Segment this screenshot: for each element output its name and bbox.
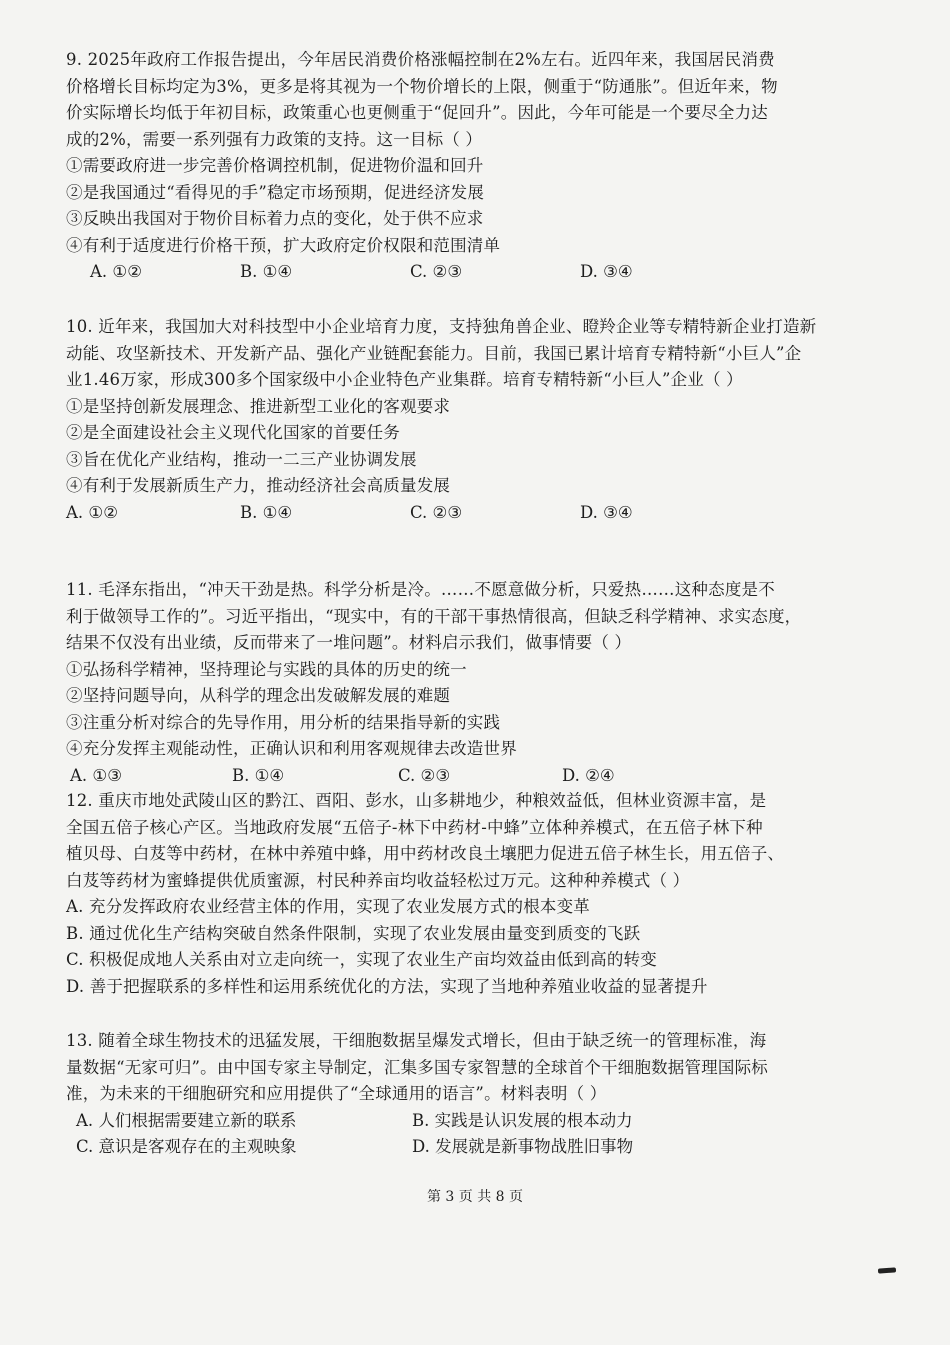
- option-b: B. ①④: [232, 765, 285, 785]
- option-d: D. 发展就是新事物战胜旧事物: [412, 1137, 634, 1156]
- question-text-line: 9. 2025年政府工作报告提出，今年居民消费价格涨幅控制在2%左右。近四年来，我国居民消费: [66, 50, 775, 69]
- statement-item: ④有利于发展新质生产力，推动经济社会高质量发展: [66, 476, 451, 495]
- answer-options: [66, 259, 818, 286]
- option-a: A. 人们根据需要建立新的联系: [76, 1110, 297, 1130]
- question-text-line: 13. 随着全球生物技术的迅猛发展，干细胞数据呈爆发式增长，但由于缺乏统一的管理标准，海: [66, 1031, 767, 1050]
- option-c: C. ②③: [398, 765, 451, 785]
- option-a: A. ①②: [66, 502, 118, 522]
- answer-options: [66, 500, 818, 527]
- answer-options-row-2: [66, 1134, 818, 1161]
- option-a: A. ①②: [90, 262, 142, 281]
- question-text-line: 成的2%，需要一系列强有力政策的支持。这一目标（ ）: [66, 129, 483, 149]
- answer-options-row-1: [66, 1108, 818, 1135]
- question-text-line: 全国五倍子核心产区。当地政府发展“五倍子-林下中药材-中蜂”立体种养模式，在五倍子林下种: [66, 817, 763, 837]
- option-d: D. ③④: [580, 502, 633, 522]
- statement-item: ④有利于适度进行价格干预，扩大政府定价权限和范围清单: [66, 235, 501, 255]
- statement-item: ③反映出我国对于物价目标着力点的变化，处于供不应求: [66, 209, 484, 228]
- statement-item: ①需要政府进一步完善价格调控机制，促进物价温和回升: [66, 156, 484, 175]
- question-text-line: 11. 毛泽东指出，“冲天干劲是热。科学分析是冷。……不愿意做分析，只爱热……这种态度是不: [66, 580, 775, 599]
- question-text-line: 动能、攻坚新技术、开发新产品、强化产业链配套能力。目前，我国已累计培育专精特新“小巨人”企: [66, 343, 802, 363]
- option-b: B. ①④: [240, 262, 293, 281]
- ink-mark: [878, 1267, 896, 1273]
- page-number: 第 3 页 共 8 页: [426, 1189, 524, 1205]
- option-c: C. 积极促成地人关系由对立走向统一，实现了农业生产亩均效益由低到高的转变: [66, 950, 657, 969]
- question-11: [66, 577, 818, 789]
- option-b: B. 通过优化生产结构突破自然条件限制，实现了农业发展由量变到质变的飞跃: [66, 923, 641, 943]
- question-text-line: 结果不仅没有出业绩，反而带来了一堆问题”。材料启示我们，做事情要（ ）: [66, 633, 632, 652]
- option-d: D. ②④: [562, 765, 615, 785]
- option-b: B. ①④: [240, 502, 293, 522]
- statement-item: ②是我国通过“看得见的手”稳定市场预期，促进经济发展: [66, 182, 485, 202]
- question-text-line: 业1.46万家，形成300多个国家级中小企业特色产业集群。培育专精特新“小巨人”企业（ ）: [66, 370, 743, 389]
- option-a: A. ①③: [70, 765, 122, 785]
- option-c: C. ②③: [410, 262, 463, 281]
- option-c: C. 意识是客观存在的主观映象: [76, 1137, 297, 1156]
- question-10: [66, 314, 818, 526]
- statement-item: ①弘扬科学精神，坚持理论与实践的具体的历史的统一: [66, 659, 467, 679]
- statement-item: ①是坚持创新发展理念、推进新型工业化的客观要求: [66, 396, 451, 416]
- statement-item: ④充分发挥主观能动性，正确认识和利用客观规律去改造世界: [66, 739, 517, 758]
- question-text-line: 价格增长目标均定为3%，更多是将其视为一个物价增长的上限，侧重于“防通胀”。但近年来，物: [66, 76, 778, 96]
- statement-item: ③旨在优化产业结构，推动一二三产业协调发展: [66, 449, 417, 469]
- option-c: C. ②③: [410, 502, 463, 522]
- statement-item: ②坚持问题导向，从科学的理念出发破解发展的难题: [66, 686, 451, 705]
- question-12: [66, 788, 818, 1000]
- question-9: [66, 47, 818, 286]
- question-text-line: 量数据“无家可归”。由中国专家主导制定，汇集多国专家智慧的全球首个干细胞数据管理国际标: [66, 1057, 768, 1077]
- option-b: B. 实践是认识发展的根本动力: [412, 1110, 633, 1130]
- question-text-line: 白芨等药材为蜜蜂提供优质蜜源，村民种养亩均收益轻松过万元。这种种养模式（ ）: [66, 870, 690, 890]
- question-text-line: 价实际增长均低于年初目标，政策重心也更侧重于“促回升”。因此，今年可能是一个要尽全力达: [66, 103, 768, 122]
- question-text-line: 10. 近年来，我国加大对科技型中小企业培育力度，支持独角兽企业、瞪羚企业等专精特新企业打造新: [66, 317, 817, 336]
- option-d: D. 善于把握联系的多样性和运用系统优化的方法，实现了当地种养殖业收益的显著提升: [66, 976, 708, 996]
- statement-item: ②是全面建设社会主义现代化国家的首要任务: [66, 423, 400, 442]
- question-text-line: 12. 重庆市地处武陵山区的黔江、酉阳、彭水，山多耕地少，种粮效益低，但林业资源丰富，是: [66, 791, 767, 810]
- question-13: [66, 1028, 818, 1161]
- question-text-line: 利于做领导工作的”。习近平指出，“现实中，有的干部干事热情很高，但缺乏科学精神、求实态度，: [66, 606, 802, 626]
- answer-options: [66, 763, 818, 790]
- option-d: D. ③④: [580, 262, 633, 281]
- option-a: A. 充分发挥政府农业经营主体的作用，实现了农业发展方式的根本变革: [66, 897, 591, 916]
- question-text-line: 植贝母、白芨等中药材，在林中养殖中蜂，用中药材改良土壤肥力促进五倍子林生长，用五倍子、: [66, 844, 785, 863]
- statement-item: ③注重分析对综合的先导作用，用分析的结果指导新的实践: [66, 712, 501, 732]
- question-text-line: 准，为未来的干细胞研究和应用提供了“全球通用的语言”。材料表明（ ）: [66, 1084, 607, 1103]
